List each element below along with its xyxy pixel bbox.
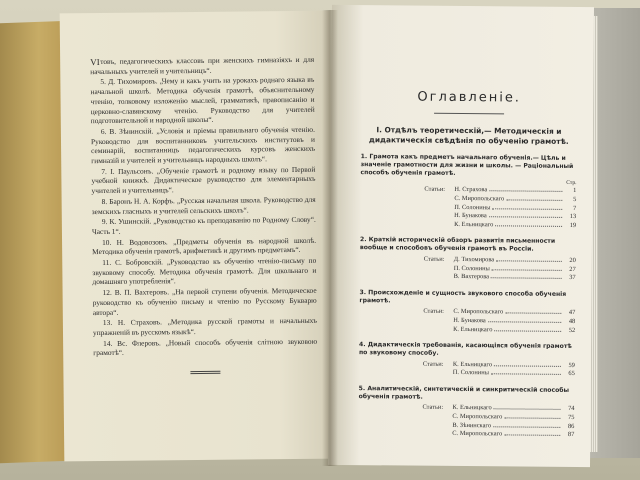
entry-page: 20 — [569, 256, 576, 264]
entry-author: П. Солонины — [452, 369, 489, 377]
entry-author: С. Миропольскаго — [452, 430, 503, 438]
entry-page: 87 — [567, 431, 575, 439]
leader-dots — [505, 308, 561, 314]
entry-label: Статьи: — [424, 186, 446, 194]
entry-author: С. Миропольскаго — [452, 413, 503, 421]
paragraph: 11. С. Бобровскій. „Руководство къ обученію чтенію-письму по звуковому способу. Методика обученія грамотѣ. Для школьнаго и домашняго употребленія“. — [92, 255, 317, 287]
page-number: VI — [90, 57, 100, 68]
entry-author: П. Солонины — [454, 203, 491, 211]
entry-author: В. Вахтерова — [453, 273, 490, 281]
leader-dots — [491, 369, 561, 376]
entry-author: С. Миропольскаго — [454, 194, 505, 203]
entry-page: 86 — [567, 422, 575, 430]
leader-dots — [489, 186, 562, 193]
leader-dots — [494, 325, 561, 332]
toc-entry — [423, 324, 575, 334]
entry-label: Статьи: — [423, 308, 444, 316]
paragraph: 10. Н. Водовозовъ. „Предметы обученія въ народной школѣ. Методика обученія грамотѣ, арифметикѣ и другимъ предметамъ“. — [92, 235, 317, 257]
paragraph: товъ, педагогическихъ классовъ при женскихъ гимназіяхъ и для начальныхъ учителей и учительницъ“. — [90, 54, 315, 76]
leader-dots — [492, 264, 562, 271]
entry-author: К. Ельницкаго — [454, 220, 494, 229]
entry-author: Н. Бунакова — [453, 316, 486, 325]
left-page — [60, 11, 335, 462]
entry-page: 74 — [568, 405, 575, 413]
leader-dots — [496, 255, 562, 262]
paragraph: 12. В. П. Вахтеровъ. „На первой ступени обученія. Методическое руководство къ обученію письму и чтенію по Русскому Букварю автора“. — [92, 285, 317, 317]
entry-author: В. Зѣнинскаго — [452, 421, 492, 429]
toc-entry — [422, 429, 574, 439]
entry-page: 1 — [573, 187, 577, 195]
paragraph: 7. І. Паульсонъ. „Обученіе грамотѣ и родному языку по Первой учебной книжкѣ. Дидактическое руководство для элементарныхъ учителей и учительницъ“. — [91, 164, 316, 196]
toc-entry — [424, 272, 576, 282]
leader-dots — [492, 203, 562, 210]
entry-author: П. Солонины — [453, 264, 490, 272]
toc-section-heading: 1. Грамота какъ предметъ начальнаго обученія.— Цѣль и значеніе грамотности для жизни и школы. — Раціональный способъ обученія грамотѣ. — [360, 153, 574, 177]
entry-page: 59 — [568, 361, 575, 369]
entry-author: Н. Бунакова — [454, 212, 487, 220]
entry-author: Д. Тихомирова — [453, 255, 495, 264]
left-page-text — [90, 55, 317, 358]
leader-dots — [493, 421, 560, 428]
toc-section-heading: 2. Краткій историческій обзоръ развитія письменности вообще и способовъ обученія грамотѣ въ Россіи. — [359, 236, 556, 253]
entry-label: Статьи: — [422, 360, 444, 368]
leader-dots — [488, 316, 562, 323]
right-page — [328, 5, 594, 467]
entry-page: 13 — [569, 213, 577, 221]
leader-dots — [491, 272, 562, 279]
title-rule — [434, 113, 504, 115]
entry-label: Статьи: — [422, 404, 444, 412]
leader-dots — [504, 412, 560, 418]
paragraph: 13. Н. Страховъ. „Методика русской грамоты и начальныхъ упражненій въ русскомъ языкѣ“. — [92, 316, 317, 338]
toc-entry — [423, 368, 575, 378]
entry-author: Н. Страхова — [454, 186, 488, 194]
book-gutter — [322, 10, 338, 466]
entry-page: 47 — [568, 309, 576, 317]
toc-entry — [424, 219, 576, 229]
leader-dots — [494, 404, 561, 411]
paragraph: 14. Вс. Флеровъ. „Новый способъ обученія слітною звуковою грамотѣ“. — [93, 336, 318, 358]
toc-sections — [354, 153, 580, 439]
paragraph: 9. К. Ушинскій. „Руководство къ преподаванію по Родному Слову“. Часть 1“. — [91, 215, 316, 237]
leader-dots — [504, 430, 560, 436]
entry-author: К. Ельницкаго — [452, 404, 492, 412]
leader-dots — [506, 194, 562, 200]
entry-author: К. Ельницкаго — [452, 360, 493, 368]
leader-dots — [489, 211, 563, 218]
page-column-label: Стр. — [566, 180, 577, 187]
entry-page: 48 — [568, 317, 576, 325]
entry-page: 19 — [569, 221, 577, 229]
toc-section-heading: 5. Аналитическій, синтетическій и синкритическій способы обученія грамотѣ. — [358, 385, 570, 401]
entry-page: 5 — [573, 195, 577, 203]
paragraph: 5. Д. Тихомировъ. „Чему и какъ учить на урокахъ роднаго языка въ начальной школѣ. Методика обученія грамотѣ, объяснительному чтенію, толковому изложенію мыслей, грамматикѣ, правописанію и церковно-славянскому чтенію. Руководство для учителей подготовительной и народной школы“. — [90, 75, 315, 126]
paragraph: 8. Баронъ Н. А. Корфъ. „Русская начальная школа. Руководство для земскихъ гласныхъ и учителей сельскихъ школъ“. — [91, 194, 316, 216]
leader-dots — [494, 360, 561, 367]
toc-section-heading: 3. Происхожденіе и сущность звукового способа обученія грамотѣ. — [359, 288, 567, 304]
entry-page: 65 — [568, 370, 575, 378]
entry-page: 75 — [567, 414, 575, 422]
entry-author: К. Ельницкаго — [453, 325, 493, 333]
entry-label: Статьи: — [423, 255, 445, 263]
entry-page: 37 — [569, 274, 576, 282]
entry-author: С. Миропольскаго — [453, 308, 504, 316]
entry-page: 27 — [569, 265, 576, 273]
leader-dots — [495, 220, 562, 227]
toc-section-heading: 4. Дидактическія требованія, касающіяся обученія грамотѣ по звуковому способу. — [358, 341, 572, 357]
paragraph: 6. В. Зѣнинскій. „Условія и пріемы правильнаго обученія чтенію. Руководство для воспитанниковъ учительскихъ институтовъ и семинарій, воспитанницъ педагогическихъ курсовъ женскихъ гимназій и учителей и учительницъ народныхъ школъ“. — [90, 124, 316, 166]
entry-page: 52 — [568, 326, 576, 334]
entry-page: 7 — [573, 204, 577, 212]
part-heading: I. Отдѣлъ теоретическій,— Методическія и дидактическія свѣдѣнія по обученію грамотѣ. — [368, 125, 569, 146]
end-ornament — [190, 371, 220, 372]
toc-title: Оглавленіе. — [417, 89, 522, 106]
